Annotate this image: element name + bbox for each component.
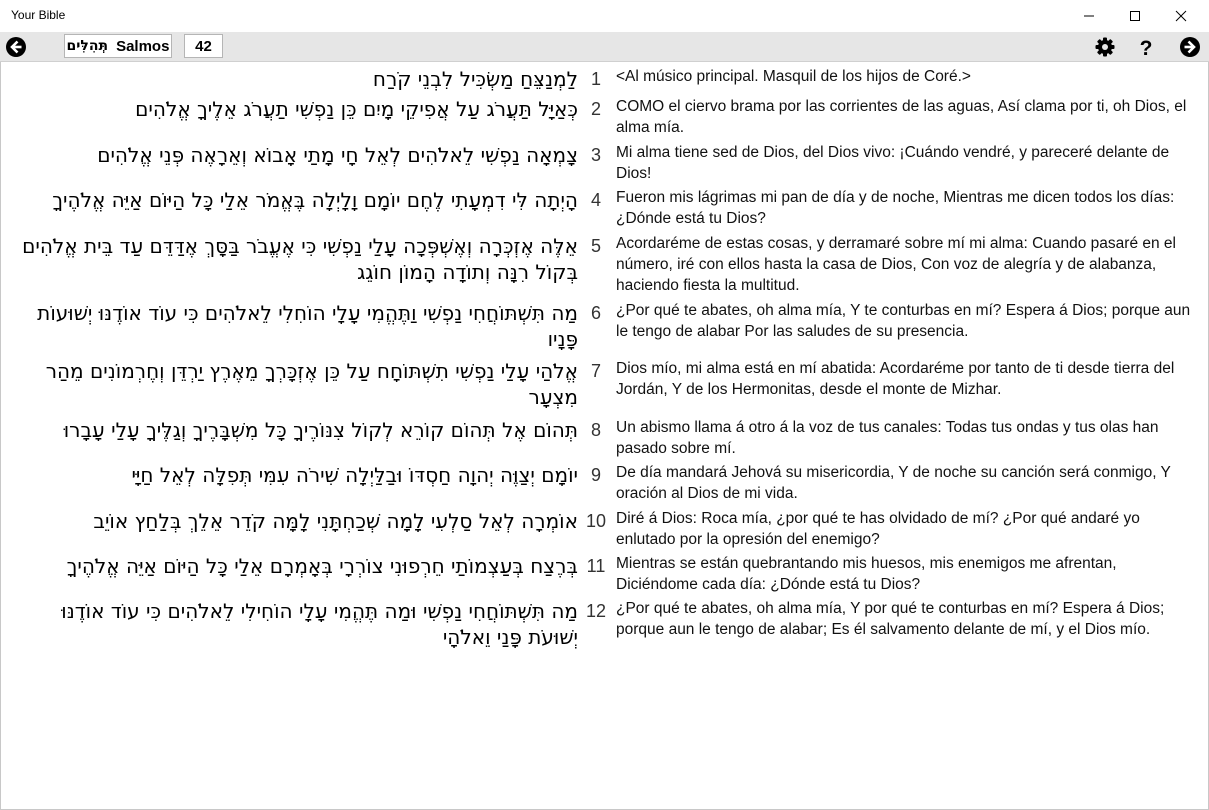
verse-number: 5 [590,236,601,256]
verse-spanish: COMO el ciervo brama por las corrientes de las aguas, Así clama por ti, oh Dios, el alma mía. [616,98,1187,136]
forward-button[interactable] [1178,35,1202,59]
back-arrow-icon [5,36,27,58]
chapter-selector[interactable]: 42 [184,34,223,58]
verse-hebrew: לַמְנַצֵּחַ מַשְׂכִּיל לִבְנֵי קֹרַח [372,67,578,91]
verse-hebrew: הָיְתָה לִּי דִמְעָתִי לֶחֶם יוֹמָם וָלָיְלָה בֶּאֱמֹר אֵלַי כָּל הַיּוֹם אַיֵּה אֱלֹהֶיךָ [52,188,578,212]
verse-hebrew: צָמְאָה נַפְשִׁי לֵאלֹהִים לְאֵל חָי מָתַי אָבוֹא וְאֵרָאֶה פְּנֵי אֱלֹהִים [97,143,578,167]
verse-number: 1 [590,69,601,89]
verse-number: 3 [590,145,601,165]
verse-hebrew: תְּהוֹם אֶל תְּהוֹם קוֹרֵא לְקוֹל צִנּוֹרֶיךָ כָּל מִשְׁבָּרֶיךָ וְגַלֶּיךָ עָלַי עָבָרוּ [63,418,578,442]
back-button[interactable] [4,35,28,59]
verse-number: 10 [585,511,607,531]
verse-spanish: Diré á Dios: Roca mía, ¿por qué te has olvidado de mí? ¿Por qué andaré yo enlutado por la opresión del enemigo? [616,510,1140,548]
verse-number: 4 [590,190,601,210]
verse-spanish: Dios mío, mi alma está en mí abatida: Acordaréme por tanto de ti desde tierra del Jordán, Y de los Hermonitas, desde el monte de Mizhar. [616,360,1175,398]
verse-hebrew: אֵלֶּה אֶזְכְּרָה וְאֶשְׁפְּכָה עָלַי נַפְשִׁי כִּי אֶעֱבֹר בַּסָּךְ אֶדַּדֵּם עַד בֵּית אֱלֹהִים בְּקוֹל רִנָּה וְתוֹדָה הָמוֹן חוֹגֵג [22,234,578,284]
verse-spanish: Un abismo llama á otro á la voz de tus canales: Todas tus ondas y tus olas han pasado sobre mí. [616,419,1159,457]
svg-text:?: ? [1139,37,1153,58]
verse-spanish: De día mandará Jehová su misericordia, Y de noche su canción será conmigo, Y oración al Dios de mi vida. [616,464,1171,502]
verse-spanish: Mientras se están quebrantando mis huesos, mis enemigos me afrentan, Diciéndome cada día: ¿Dónde está tu Dios? [616,555,1117,593]
gear-icon [1094,36,1116,58]
verse-hebrew: בְּרֶצַח בְּעַצְמוֹתַי חֵרְפוּנִי צוֹרְרָי בְּאָמְרָם אֵלַי כָּל הַיּוֹם אַיֵּה אֱלֹהֶיךָ [66,554,578,578]
minimize-button[interactable] [1066,0,1112,32]
help-icon [1135,36,1157,58]
verse-spanish: Fueron mis lágrimas mi pan de día y de noche, Mientras me dicen todos los días: ¿Dónde está tu Dios? [616,189,1175,227]
verse-number: 6 [590,303,601,323]
verse-hebrew: מַה תִּשְׁתּוֹחֲחִי נַפְשִׁי וַתֶּהֱמִי עָלָי הוֹחִלִי לֵאלֹהִים כִּי עוֹד אוֹדֶנּוּ יְשׁוּעוֹת פָּנָיו [37,301,578,351]
verse-number: 8 [590,420,601,440]
verse-hebrew: כְּאַיָּל תַּעֲרֹג עַל אֲפִיקֵי מָיִם כֵּן נַפְשִׁי תַעֲרֹג אֵלֶיךָ אֱלֹהִים [135,97,578,121]
minimize-icon [1083,10,1095,22]
verse-spanish: ¿Por qué te abates, oh alma mía, Y te conturbas en mí? Espera á Dios; porque aun le tengo de alabar Por las saludes de su presencia. [616,302,1191,340]
verse-spanish: <Al músico principal. Masquil de los hijos de Coré.> [616,68,971,85]
book-selector[interactable] [64,34,172,58]
help-button[interactable] [1134,35,1158,59]
toolbar [0,32,1209,62]
verse-number: 12 [585,601,607,621]
verse-number: 9 [590,465,601,485]
title-bar [0,0,1209,32]
close-icon [1175,10,1187,22]
verse-number: 2 [590,99,601,119]
verse-spanish: Acordaréme de estas cosas, y derramaré sobre mí mi alma: Cuando pasaré en el número, iré con ellos hasta la casa de Dios, Con voz de alegría y de alabanza, haciendo fiesta la multitud. [616,235,1176,294]
book-spanish-name: Salmos [116,37,170,55]
verse-hebrew: אוֹמְרָה לְאֵל סַלְעִי לָמָה שְׁכַחְתָּנִי לָמָּה קֹדֵר אֵלֵךְ בְּלַחַץ אוֹיֵב [93,509,578,533]
verse-hebrew: מַה תִּשְׁתּוֹחֲחִי נַפְשִׁי וּמַה תֶּהֱמִי עָלָי הוֹחִילִי לֵאלֹהִים כִּי עוֹד אוֹדֶנּוּ יְשׁוּעֹת פָּנַי וֵאלֹהָי [61,599,578,649]
forward-arrow-icon [1179,36,1201,58]
app-title: Your Bible [11,8,66,22]
verse-number: 7 [590,361,601,381]
verse-spanish: Mi alma tiene sed de Dios, del Dios vivo: ¡Cuándo vendré, y pareceré delante de Dios! [616,144,1170,182]
verse-number: 11 [586,556,606,576]
maximize-button[interactable] [1112,0,1158,32]
verse-hebrew: יוֹמָם יְצַוֶּה יְהוָה חַסְדּוֹ וּבַלַּיְלָה שִׁירֹה עִמִּי תְּפִלָּה לְאֵל חַיָּי [131,463,578,487]
verse-spanish: ¿Por qué te abates, oh alma mía, Y por qué te conturbas en mí? Espera á Dios; porque aun le tengo de alabar; Es él salvamento delante de mí, y el Dios mío. [616,600,1165,638]
close-button[interactable] [1158,0,1204,32]
verses-content [0,62,1209,808]
settings-button[interactable] [1093,35,1117,59]
book-hebrew-name: תְּהִלִּים [66,38,109,54]
verse-hebrew: אֱלֹהַי עָלַי נַפְשִׁי תִשְׁתּוֹחָח עַל כֵּן אֶזְכָּרְךָ מֵאֶרֶץ יַרְדֵּן וְחֶרְמוֹנִים מֵהַר מִצְעָר [45,359,578,409]
maximize-icon [1129,10,1141,22]
